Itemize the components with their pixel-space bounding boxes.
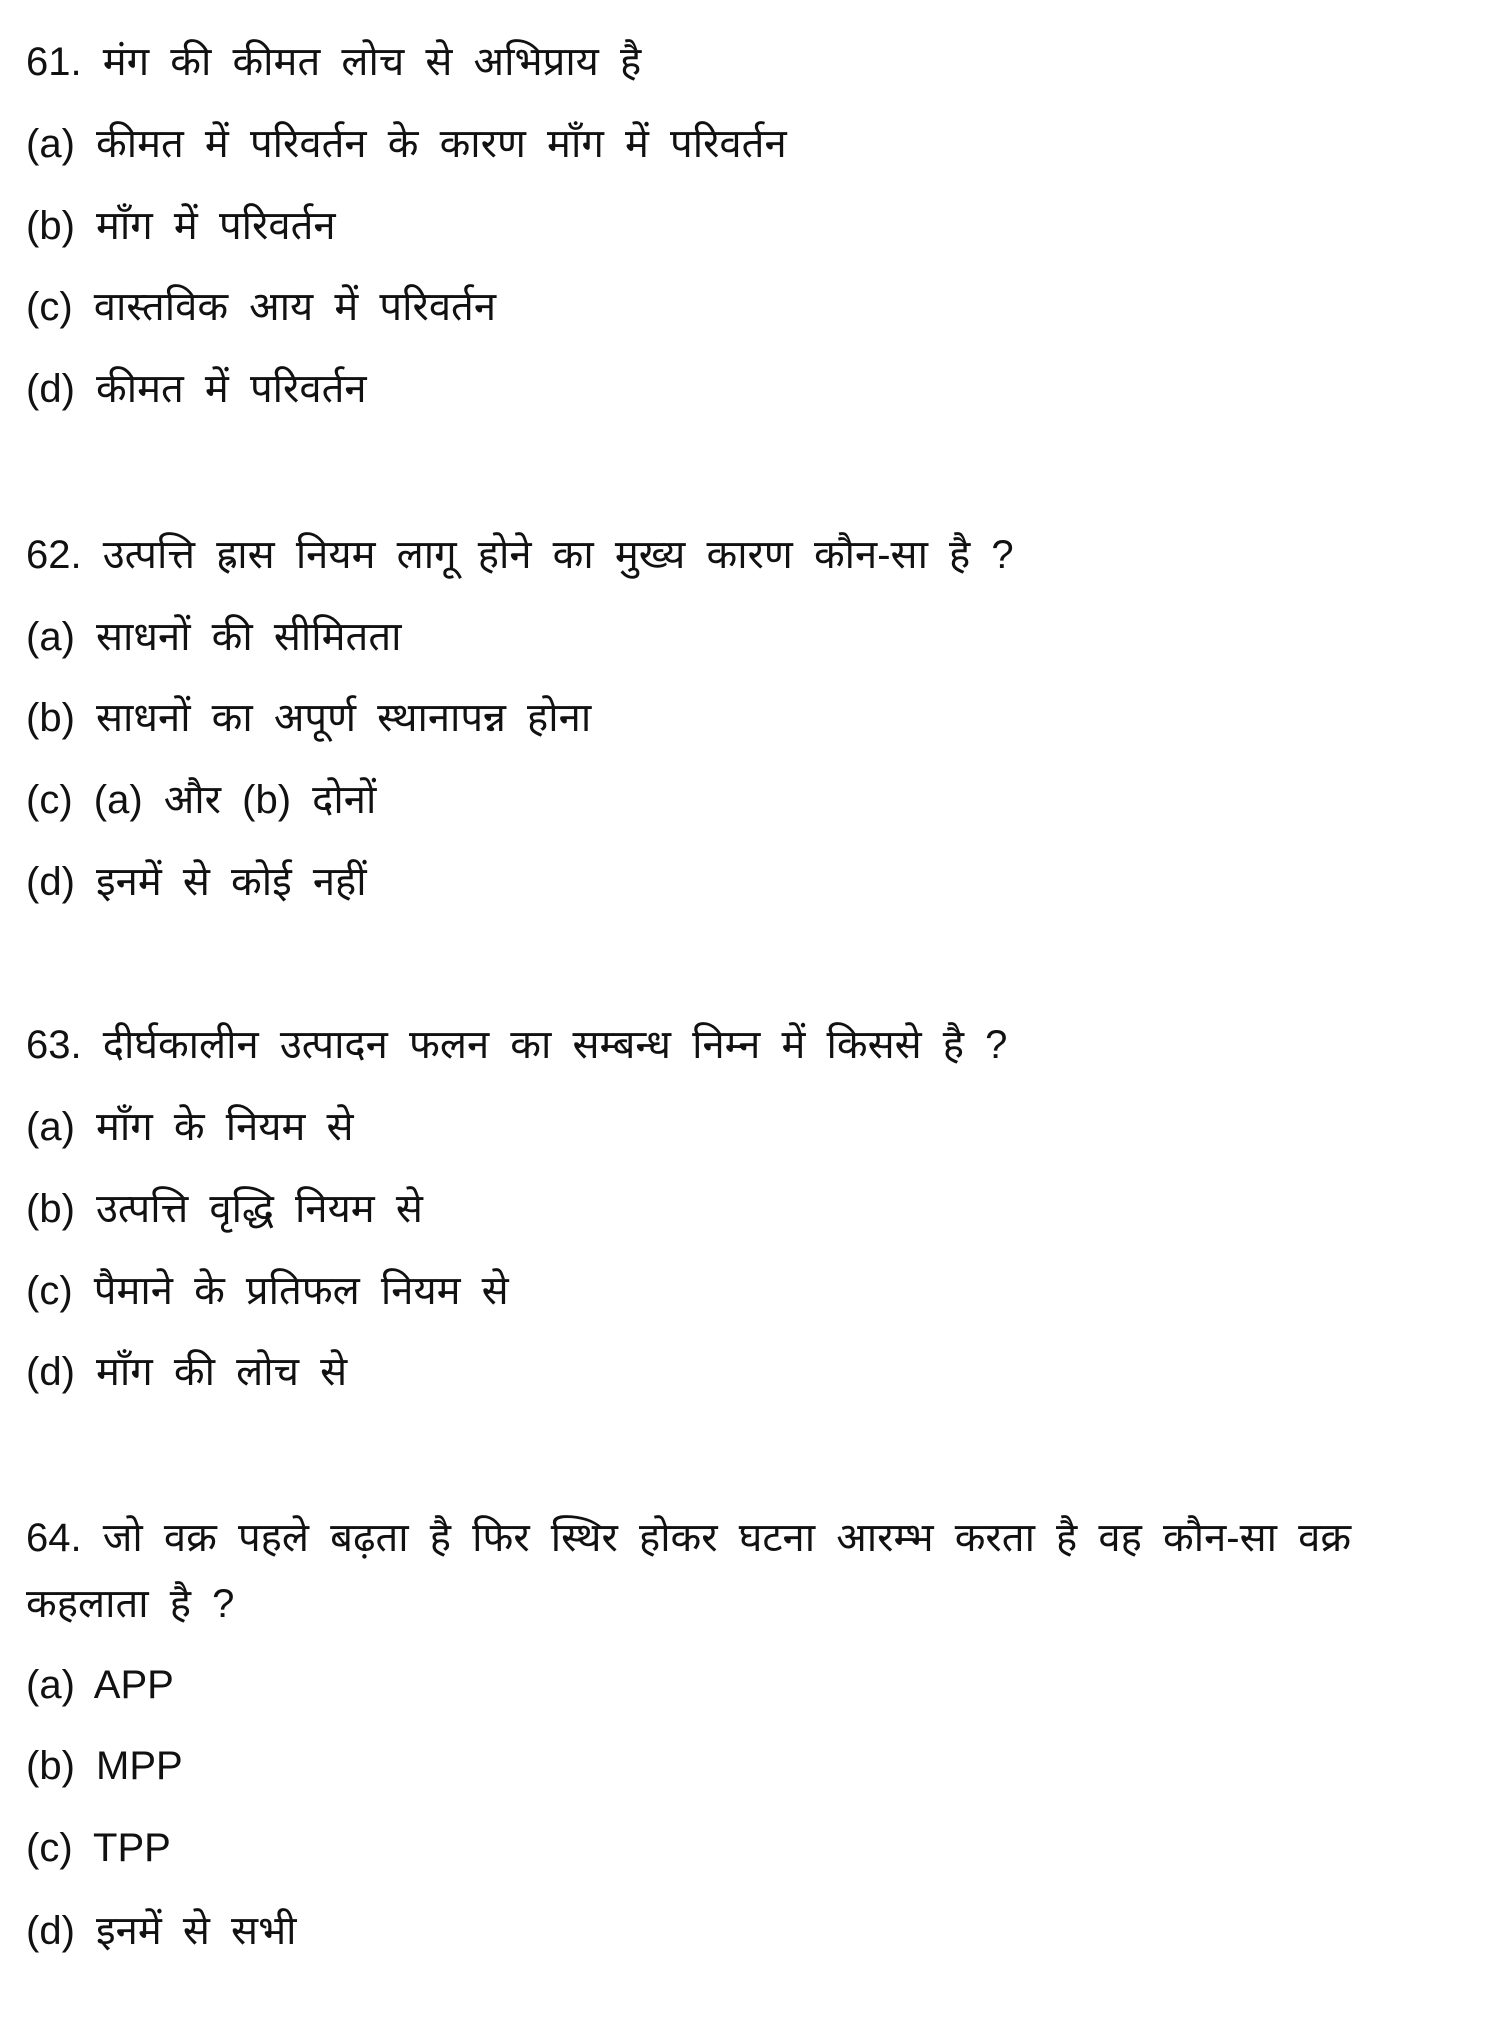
question-62-option-d: (d) इनमें से कोई नहीं xyxy=(26,860,367,904)
question-63-option-c: (c) पैमाने के प्रतिफल नियम से xyxy=(26,1269,509,1313)
question-64-option-a: (a) APP xyxy=(26,1663,174,1707)
question-61-option-d: (d) कीमत में परिवर्तन xyxy=(26,367,367,411)
question-63-text: 63. दीर्घकालीन उत्पादन फलन का सम्बन्ध निम्न में किससे है ? xyxy=(26,1023,1008,1067)
question-62-option-b: (b) साधनों का अपूर्ण स्थानापन्न होना xyxy=(26,696,592,740)
question-64-option-c: (c) TPP xyxy=(26,1826,171,1870)
question-61-option-a: (a) कीमत में परिवर्तन के कारण माँग में परिवर्तन xyxy=(26,122,787,166)
question-61-option-b: (b) माँग में परिवर्तन xyxy=(26,204,336,248)
question-61-text: 61. मंग की कीमत लोच से अभिप्राय है xyxy=(26,40,642,84)
question-64-option-b: (b) MPP xyxy=(26,1744,183,1788)
question-63-option-a: (a) माँग के नियम से xyxy=(26,1105,354,1149)
question-62-text: 62. उत्पत्ति ह्रास नियम लागू होने का मुख्य कारण कौन-सा है ? xyxy=(26,533,1014,577)
question-64-text: 64. जो वक्र पहले बढ़ता है फिर स्थिर होकर घटना आरम्भ करता है वह कौन-सा वक्र कहलाता है ? xyxy=(26,1516,1352,1626)
question-62-option-a: (a) साधनों की सीमितता xyxy=(26,615,402,659)
question-63-option-d: (d) माँग की लोच से xyxy=(26,1350,348,1394)
question-61-option-c: (c) वास्तविक आय में परिवर्तन xyxy=(26,285,497,329)
question-62-option-c: (c) (a) और (b) दोनों xyxy=(26,778,377,822)
question-64-option-d: (d) इनमें से सभी xyxy=(26,1909,297,1953)
question-63-option-b: (b) उत्पत्ति वृद्धि नियम से xyxy=(26,1187,423,1231)
